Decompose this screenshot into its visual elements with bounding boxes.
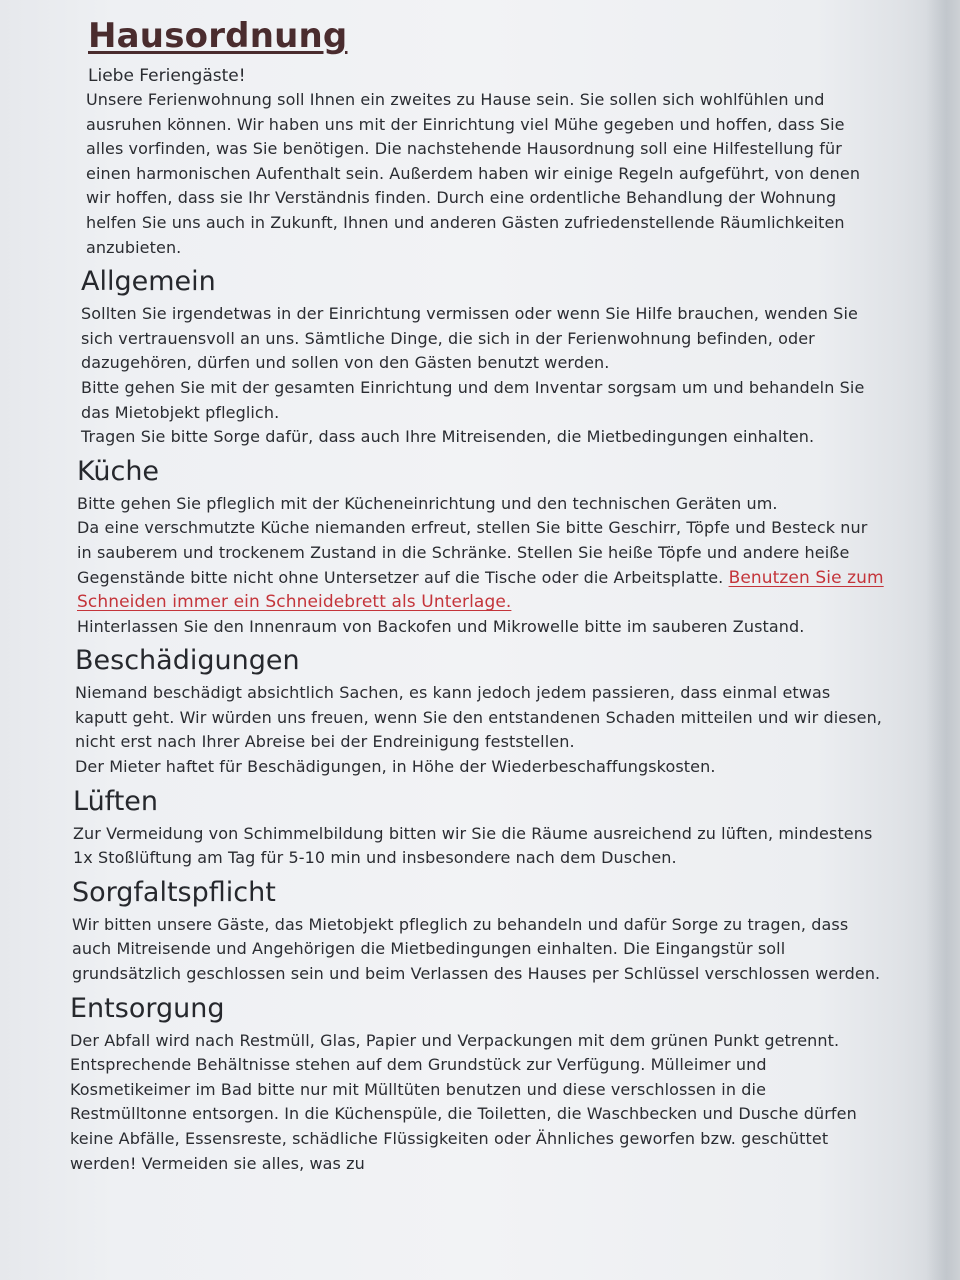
document-body xyxy=(70,12,885,1176)
section-sorgfaltspflicht xyxy=(72,875,885,987)
section-beschaedigungen xyxy=(75,643,885,779)
lueften-paragraph-1: Zur Vermeidung von Schimmelbildung bitten wir Sie die Räume ausreichend zu lüften, mindestens 1x Stoßlüftung am Tag für 5-10 min und insbesondere nach dem Duschen. xyxy=(73,823,873,868)
section-title-allgemein: Allgemein xyxy=(81,266,216,298)
section-title-kueche: Küche xyxy=(77,455,160,487)
cutting-board-notice: Benutzen Sie zum Schneiden immer ein Schneidebrett als Unterlage. xyxy=(77,567,884,613)
section-kueche xyxy=(77,454,885,640)
greeting: Liebe Feriengäste! xyxy=(88,66,246,86)
section-title-beschaedigungen: Beschädigungen xyxy=(75,645,300,677)
section-title-entsorgung: Entsorgung xyxy=(70,992,225,1024)
allgemein-paragraph-2: Bitte gehen Sie mit der gesamten Einrichtung und dem Inventar sorgsam um und behandeln Sie das Mietobjekt pfleglich. xyxy=(81,377,865,422)
section-title-lueften: Lüften xyxy=(73,785,159,817)
section-lueften xyxy=(73,784,885,871)
entsorgung-paragraph-1: Der Abfall wird nach Restmüll, Glas, Papier und Verpackungen mit dem grünen Punkt getrennt. Entsprechende Behältnisse stehen auf dem Grundstück zur Verfügung. Mülleimer und Kosmetikeimer im Bad bitte nur mit Mülltüten benutzen und diese verschlossen in die Restmülltonne entsorgen. In die Küchenspüle, die Toiletten, die Waschbecken und Dusche dürfen keine Abfälle, Essensreste, schädliche Flüssigkeiten oder Ähnliches geworfen bzw. geschüttet werden! Vermeiden sie alles, was zu xyxy=(70,1030,857,1173)
section-title-sorgfaltspflicht: Sorgfaltspflicht xyxy=(72,876,276,908)
kueche-paragraph-2-text: Da eine verschmutzte Küche niemanden erfreut, stellen Sie bitte Geschirr, Töpfe und Besteck nur in sauberem und trockenem Zustand in die Schränke. Stellen Sie heiße Töpfe und andere heiße Gegenstände bitte nicht ohne Untersetzer auf die Tische oder die Arbeitsplatte. xyxy=(77,518,868,587)
beschaedigungen-paragraph-2: Der Mieter haftet für Beschädigungen, in Höhe der Wiederbeschaffungskosten. xyxy=(75,757,716,777)
section-allgemein xyxy=(81,264,885,450)
sheet-edge-shadow xyxy=(926,0,960,1280)
section-entsorgung xyxy=(70,991,885,1177)
kueche-paragraph-1: Bitte gehen Sie pfleglich mit der Kücheneinrichtung und den technischen Geräten um. xyxy=(77,493,778,513)
document-title: Hausordnung xyxy=(88,16,348,56)
allgemein-paragraph-3: Tragen Sie bitte Sorge dafür, dass auch Ihre Mitreisenden, die Mietbedingungen einhalten. xyxy=(81,427,815,447)
sorgfaltspflicht-paragraph-1: Wir bitten unsere Gäste, das Mietobjekt pfleglich zu behandeln und dafür Sorge zu tragen, dass auch Mitreisende und Angehörigen die Mietbedingungen einhalten. Die Eingangstür soll grundsätzlich geschlossen sein und beim Verlassen des Hauses per Schlüssel verschlossen werden. xyxy=(72,914,881,984)
beschaedigungen-paragraph-1: Niemand beschädigt absichtlich Sachen, es kann jedoch jedem passieren, dass einmal etwas kaputt geht. Wir würden uns freuen, wenn Sie den entstandenen Schaden mitteilen und wir diesen, nicht erst nach Ihrer Abreise bei der Endreinigung feststellen. xyxy=(75,683,882,752)
kueche-paragraph-3: Hinterlassen Sie den Innenraum von Backofen und Mikrowelle bitte im sauberen Zustand. xyxy=(77,616,805,636)
kueche-paragraph-2 xyxy=(77,516,885,614)
intro-paragraph: Unsere Ferienwohnung soll Ihnen ein zweites zu Hause sein. Sie sollen sich wohlfühlen und ausruhen können. Wir haben uns mit der Einrichtung viel Mühe gegeben und hoffen, dass Sie alles vorfinden, was Sie benötigen. Die nachstehende Hausordnung soll eine Hilfestellung für einen harmonischen Aufenthalt sein. Außerdem haben wir einige Regeln aufgeführt, von denen wir hoffen, dass sie Ihr Verständnis finden. Durch eine ordentliche Behandlung der Wohnung helfen Sie uns auch in Zukunft, Ihnen und anderen Gästen zufriedenstellende Räumlichkeiten anzubieten. xyxy=(86,90,861,257)
allgemein-paragraph-1: Sollten Sie irgendetwas in der Einrichtung vermissen oder wenn Sie Hilfe brauchen, wenden Sie sich vertrauensvoll an uns. Sämtliche Dinge, die sich in der Ferienwohnung befinden, oder dazugehören, dürfen und sollen von den Gästen benutzt werden. xyxy=(81,304,858,373)
